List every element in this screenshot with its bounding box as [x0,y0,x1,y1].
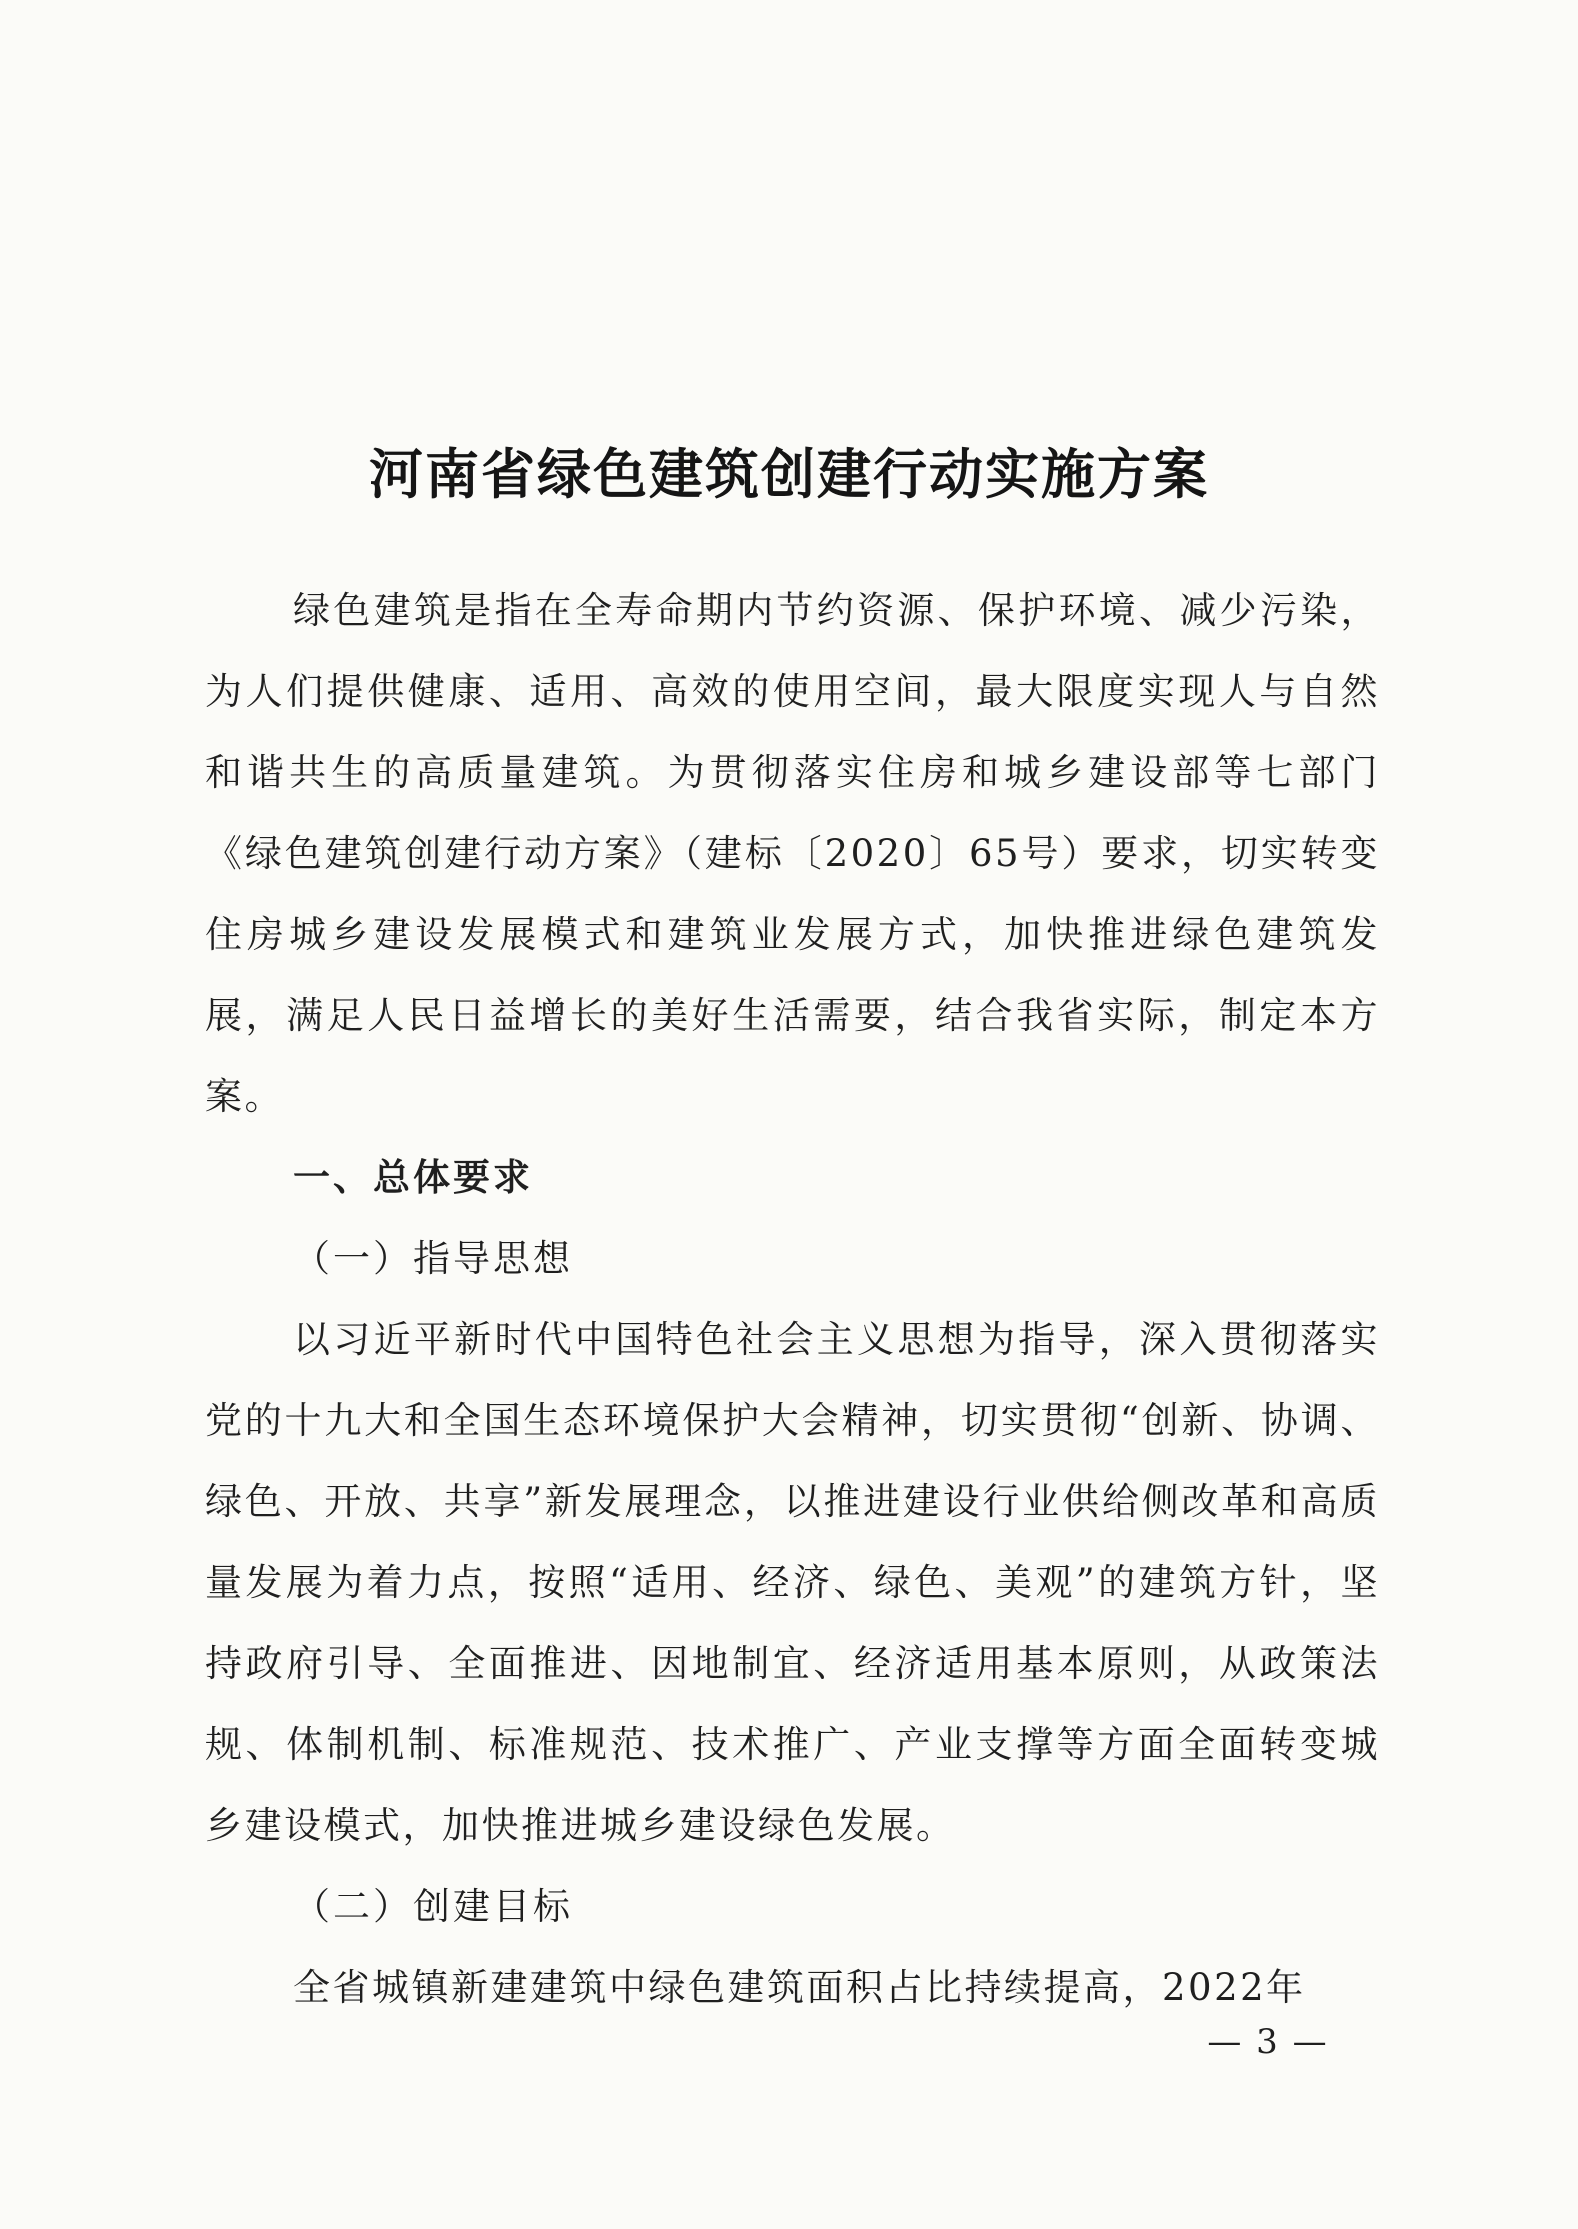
page-number: — 3 — [1207,2022,1329,2062]
intro-paragraph: 绿色建筑是指在全寿命期内节约资源、保护环境、减少污染，为人们提供健康、适用、高效的使用空间，最大限度实现人与自然和谐共生的高质量建筑。为贯彻落实住房和城乡建设部等七部门《绿色建筑创建行动方案》（建标〔2020〕65号）要求，切实转变住房城乡建设发展模式和建筑业发展方式，加快推进绿色建筑发展，满足人民日益增长的美好生活需要，结合我省实际，制定本方案。 [205,589,1380,1118]
document-body [205,570,1380,2028]
section-heading-general-requirements: 一、总体要求 [293,1156,533,1199]
subsection-heading-goals: （二）创建目标 [293,1885,573,1928]
subsection-heading-guiding-ideology: （一）指导思想 [293,1237,573,1280]
goals-paragraph: 全省城镇新建建筑中绿色建筑面积占比持续提高，2022年 [293,1966,1306,2009]
document-title: 河南省绿色建筑创建行动实施方案 [369,443,1209,506]
guiding-ideology-paragraph: 以习近平新时代中国特色社会主义思想为指导，深入贯彻落实党的十九大和全国生态环境保护大会精神，切实贯彻“创新、协调、绿色、开放、共享”新发展理念，以推进建设行业供给侧改革和高质量发展为着力点，按照“适用、经济、绿色、美观”的建筑方针，坚持政府引导、全面推进、因地制宜、经济适用基本原则，从政策法规、体制机制、标准规范、技术推广、产业支撑等方面全面转变城乡建设模式，加快推进城乡建设绿色发展。 [205,1318,1380,1847]
